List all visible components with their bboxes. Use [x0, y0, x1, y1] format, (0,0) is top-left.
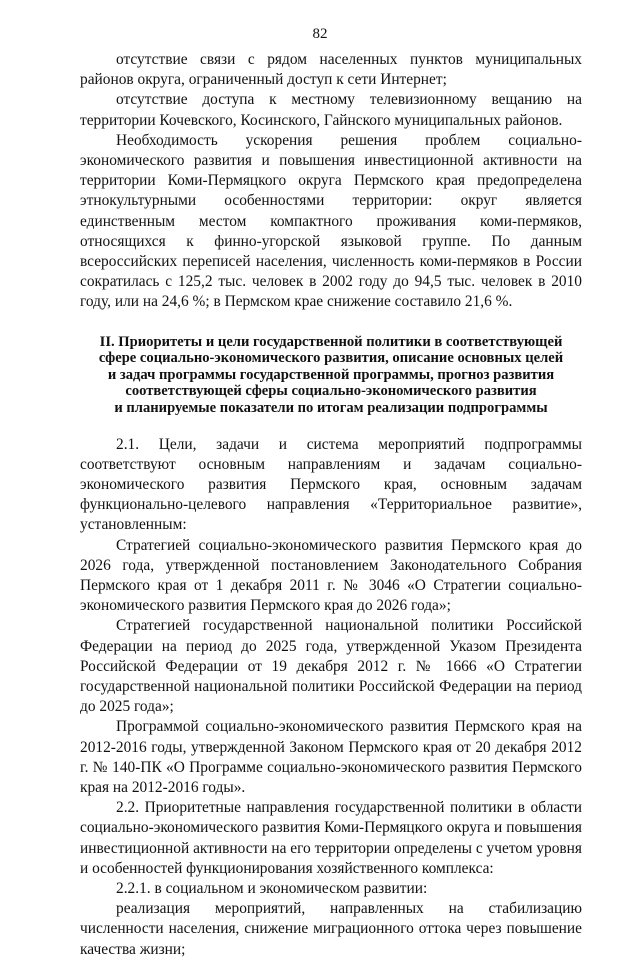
section-paragraph: 2.1. Цели, задачи и система мероприятий подпрограммы соответствуют основным направлениям и задачам социально-экономического развития Пермского края, основным задачам функционально-целевого направления «Территориальное развитие», установленным:: [80, 435, 582, 534]
intro-paragraph: Необходимость ускорения решения проблем социально-экономического развития и повышения инвестиционной активности на территории Коми-Пермяцкого округа Пермского края предопределена этнокультурными особенностями территории: округ является единственным местом компактного проживания коми-пермяков, относящихся к финно-угорской языковой группе. По данным всероссийских переписей населения, численность коми-пермяков в России сократилась с 125,2 тыс. человек в 2002 году до 94,5 тыс. человек в 2010 году, или на 24,6 %; в Пермском крае снижение составило 21,6 %.: [80, 131, 582, 311]
section-paragraph: реализация мероприятий, направленных на стабилизацию численности населения, снижение миграционного оттока через повышение качества жизни;: [80, 900, 582, 958]
document-body: [80, 50, 582, 960]
section-heading-line: и планируемые показатели по итогам реализации подпрограммы: [114, 400, 548, 417]
section-heading-line: II. Приоритеты и цели государственной политики в соответствующей: [99, 333, 563, 350]
section-heading-line: и задач программы государственной программы, прогноз развития: [107, 366, 555, 383]
section-heading-line: сфере социально-экономического развития, описание основных целей: [98, 350, 564, 367]
section-paragraph: Стратегией государственной национальной политики Российской Федерации на период до 2025 года, утвержденной Указом Президента Российской Федерации от 19 декабря 2012 г. № 1666 «О Стратегии государственной национальной политики Российской Федерации на период до 2025 года»;: [80, 617, 582, 716]
section-heading: [80, 334, 582, 417]
section-heading-line: соответствующей сферы социально-экономического развития: [125, 383, 537, 400]
section-paragraph: Стратегией социально-экономического развития Пермского края до 2026 года, утвержденной постановлением Законодательного Собрания Пермского края от 1 декабря 2011 г. № 3046 «О Стратегии социально-экономического развития Пермского края до 2026 года»;: [80, 536, 582, 615]
intro-paragraph: отсутствие связи с рядом населенных пунктов муниципальных районов округа, ограниченный доступ к сети Интернет;: [80, 51, 582, 89]
page-number: 82: [312, 26, 328, 42]
intro-paragraph: отсутствие доступа к местному телевизионному вещанию на территории Кочевского, Косинского, Гайнского муниципальных районов.: [80, 91, 582, 129]
section-paragraph: Программой социально-экономического развития Пермского края на 2012-2016 годы, утвержденной Законом Пермского края от 20 декабря 2012 г. № 140-ПК «О Программе социально-экономического развития Пермского края на 2012-2016 годы».: [80, 718, 582, 797]
section-paragraph: 2.2. Приоритетные направления государственной политики в области социально-экономического развития Коми-Пермяцкого округа и повышения инвестиционной активности на его территории определены с учетом уровня и особенностей функционирования хозяйственного комплекса:: [80, 799, 582, 877]
section-paragraph: 2.2.1. в социальном и экономическом развитии:: [116, 880, 428, 898]
